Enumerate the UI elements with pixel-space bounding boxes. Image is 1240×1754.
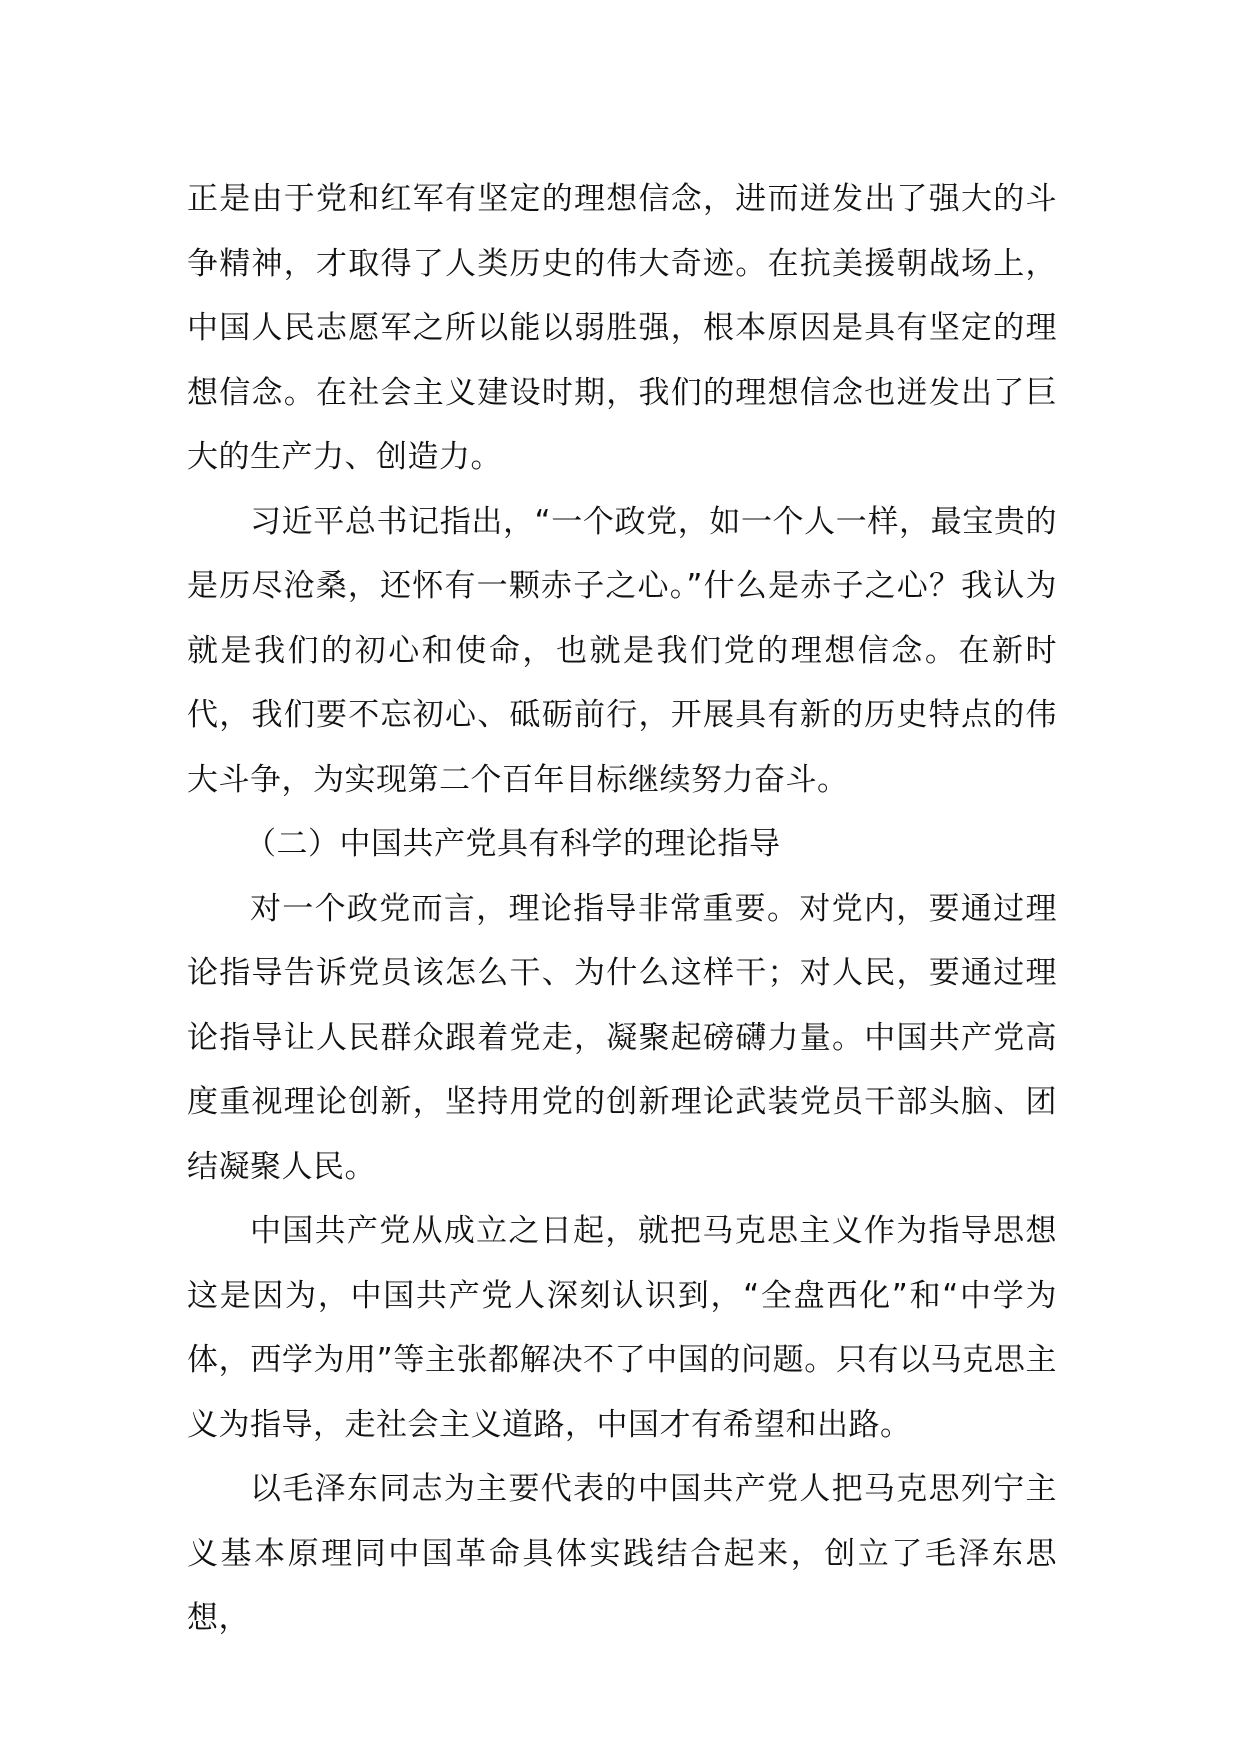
paragraph-theory-guidance: 对一个政党而言，理论指导非常重要。对党内，要通过理论指导告诉党员该怎么干、为什么这样干；对人民，要通过理论指导让人民群众跟着党走，凝聚起磅礴力量。中国共产党高度重视理论创新，坚持用党的创新理论武装党员干部头脑、团结凝聚人民。: [187, 890, 1057, 1185]
paragraph-continuation: 正是由于党和红军有坚定的理想信念，进而迸发出了强大的斗争精神，才取得了人类历史的伟大奇迹。在抗美援朝战场上，中国人民志愿军之所以能以弱胜强，根本原因是具有坚定的理想信念。在社会主义建设时期，我们的理想信念也迸发出了巨大的生产力、创造力。: [187, 181, 1057, 475]
paragraph-marxism: 中国共产党从成立之日起，就把马克思主义作为指导思想这是因为，中国共产党人深刻认识到，“全盘西化”和“中学为体，西学为用”等主张都解决不了中国的问题。只有以马克思主义为指导，走社会主义道路，中国才有希望和出路。: [187, 1213, 1057, 1443]
section-heading: （二）中国共产党具有科学的理论指导: [245, 826, 781, 862]
document-body: [187, 167, 1057, 1651]
paragraph-mao-thought: 以毛泽东同志为主要代表的中国共产党人把马克思列宁主义基本原理同中国革命具体实践结合起来，创立了毛泽东思想，: [187, 1471, 1057, 1636]
paragraph-quote-xi: 习近平总书记指出，“一个政党，如一个人一样，最宝贵的是历尽沧桑，还怀有一颗赤子之心。”什么是赤子之心？我认为就是我们的初心和使命，也就是我们党的理想信念。在新时代，我们要不忘初心、砥砺前行，开展具有新的历史特点的伟大斗争，为实现第二个百年目标继续努力奋斗。: [187, 503, 1057, 798]
